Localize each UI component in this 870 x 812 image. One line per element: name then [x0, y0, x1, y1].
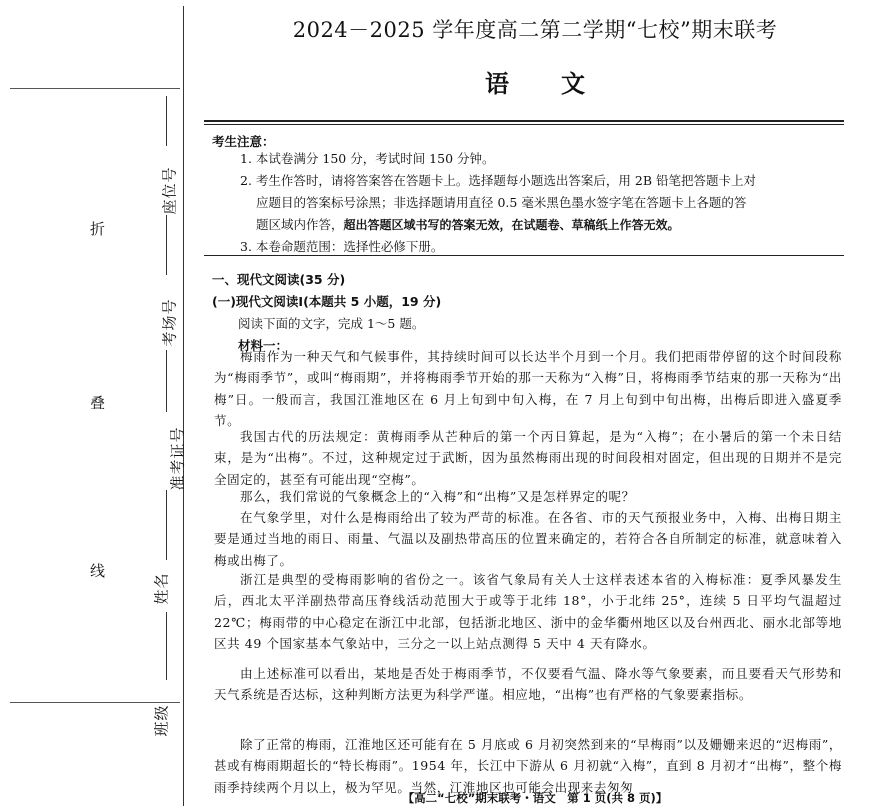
- binding-vertical-line: [183, 6, 184, 806]
- paragraph-7: 除了正常的梅雨，江淮地区还可能有在 5 月底或 6 月初突然到来的“早梅雨”以及姗姗来迟的“迟梅雨”，甚或有梅雨期超长的“特长梅雨”。1954 年，长江中下游从 6 月初就“入梅”，直到 8 月初才“出梅”，整个梅雨季持续两个月以上，极为罕见。当然，江淮地区也可能会出现来去匆匆: [214, 737, 842, 795]
- exam-title: 2024－2025 学年度高二第二学期“七校”期末联考: [292, 18, 778, 42]
- subject-title: 语文: [485, 69, 637, 98]
- seat-label: 座位号: [160, 166, 179, 215]
- page-footer: 【高二“七校”期末联考・语文 第 1 页(共 8 页)】: [402, 791, 668, 805]
- class-label: 班级: [152, 704, 171, 737]
- exam-room-label: 考场号: [160, 298, 179, 347]
- paragraph-4: 在气象学里，对什么是梅雨给出了较为严苛的标准。在各省、市的天气预报业务中，入梅、出梅日期主要是通过当地的雨日、雨量、气温以及副热带高压的位置来确定的，若符合各自所制定的标准，就意味着入梅或出梅了。: [214, 510, 842, 568]
- paragraph-6: 由上述标准可以看出，某地是否处于梅雨季节，不仅要看气温、降水等气象要素，而且要看天气形势和天气系统是否达标，这种判断方法更为科学严谨。相应地，“出梅”也有严格的气象要素指标。: [214, 666, 842, 703]
- notice-item-3: 3. 本卷命题范围：选择性必修下册。: [240, 239, 444, 254]
- header-rule-thick: [204, 120, 844, 122]
- paragraph-1: 梅雨作为一种天气和气候事件，其持续时间可以长达半个月到一个月。我们把雨带停留的这个时间段称为“梅雨季节”，或叫“梅雨期”，并将梅雨季节开始的那一天称为“入梅”日，将梅雨季节结束的那一天称为“出梅”日。一般而言，我国江淮地区在 6 月上旬到中旬入梅，在 7 月上旬到中旬出梅，出梅后即进入盛夏季节。: [214, 349, 842, 429]
- header-rule-thin: [204, 124, 844, 125]
- binding-bottom-divider: [10, 702, 180, 703]
- paragraph-3: 那么，我们常说的气象概念上的“入梅”和“出梅”又是怎样界定的呢？: [240, 489, 635, 504]
- paragraph-2: 我国古代的历法规定：黄梅雨季从芒种后的第一个丙日算起，是为“入梅”；在小暑后的第一个未日结束，是为“出梅”。不过，这种规定过于武断，因为虽然梅雨出现的时间段相对固定，但出现的日期并不是完全固定的，甚至有可能出现“空梅”。: [214, 429, 842, 487]
- binding-top-divider: [10, 88, 180, 89]
- notice-item-2-line3-text: 题区域内作答，: [256, 217, 344, 232]
- subsection-heading: (一)现代文阅读Ⅰ(本题共 5 小题，19 分): [212, 294, 442, 309]
- fold-char: 折: [90, 220, 106, 238]
- notice-bold-warning: 超出答题区域书写的答案无效，在试题卷、草稿纸上作答无效。: [343, 218, 680, 232]
- notice-divider: [204, 255, 844, 256]
- notice-item-2-cont: [240, 192, 840, 214]
- line-char: 线: [90, 562, 106, 580]
- room-blank: [166, 215, 167, 275]
- notice-item-2-line3: [240, 214, 840, 236]
- ticket-label: 准考证号: [168, 426, 187, 491]
- class-blank: [166, 612, 167, 680]
- notice-item-2-line2: 应题目的答案标号涂黑；非选择题请用直径 0.5 毫米黑色墨水签字笔在答题卡上各题的答: [256, 195, 747, 210]
- notice-heading: 考生注意：: [212, 134, 275, 149]
- name-blank: [166, 490, 167, 560]
- ticket-blank: [166, 350, 167, 412]
- notice-item-1: 1. 本试卷满分 150 分，考试时间 150 分钟。: [240, 151, 495, 166]
- paragraph-5: 浙江是典型的受梅雨影响的省份之一。该省气象局有关人士这样表述本省的入梅标准：夏季风暴发生后，西北太平洋副热带高压脊线活动范围大于或等于北纬 18°，小于北纬 25°，连续 5 日平均气温超过 22℃；梅雨带的中心稳定在浙江中北部，包括浙北地区、浙中的金华衢州地区以及台州西北、丽水北部等地区共 49 个国家基本气象站中，三分之一以上站点测得 5 天中 4 天有降水。: [214, 572, 842, 652]
- material-label: 材料一：: [238, 338, 289, 353]
- binding-margin: [0, 0, 190, 812]
- stack-char: 叠: [90, 394, 106, 412]
- reading-instruction: 阅读下面的文字，完成 1～5 题。: [238, 316, 425, 331]
- seat-blank: [166, 96, 167, 146]
- name-label: 姓名: [152, 572, 171, 605]
- section-heading: 一、现代文阅读(35 分): [212, 272, 346, 287]
- notice-item-2: 2. 考生作答时，请将答案答在答题卡上。选择题每小题选出答案后，用 2B 铅笔把答题卡上对: [240, 173, 756, 188]
